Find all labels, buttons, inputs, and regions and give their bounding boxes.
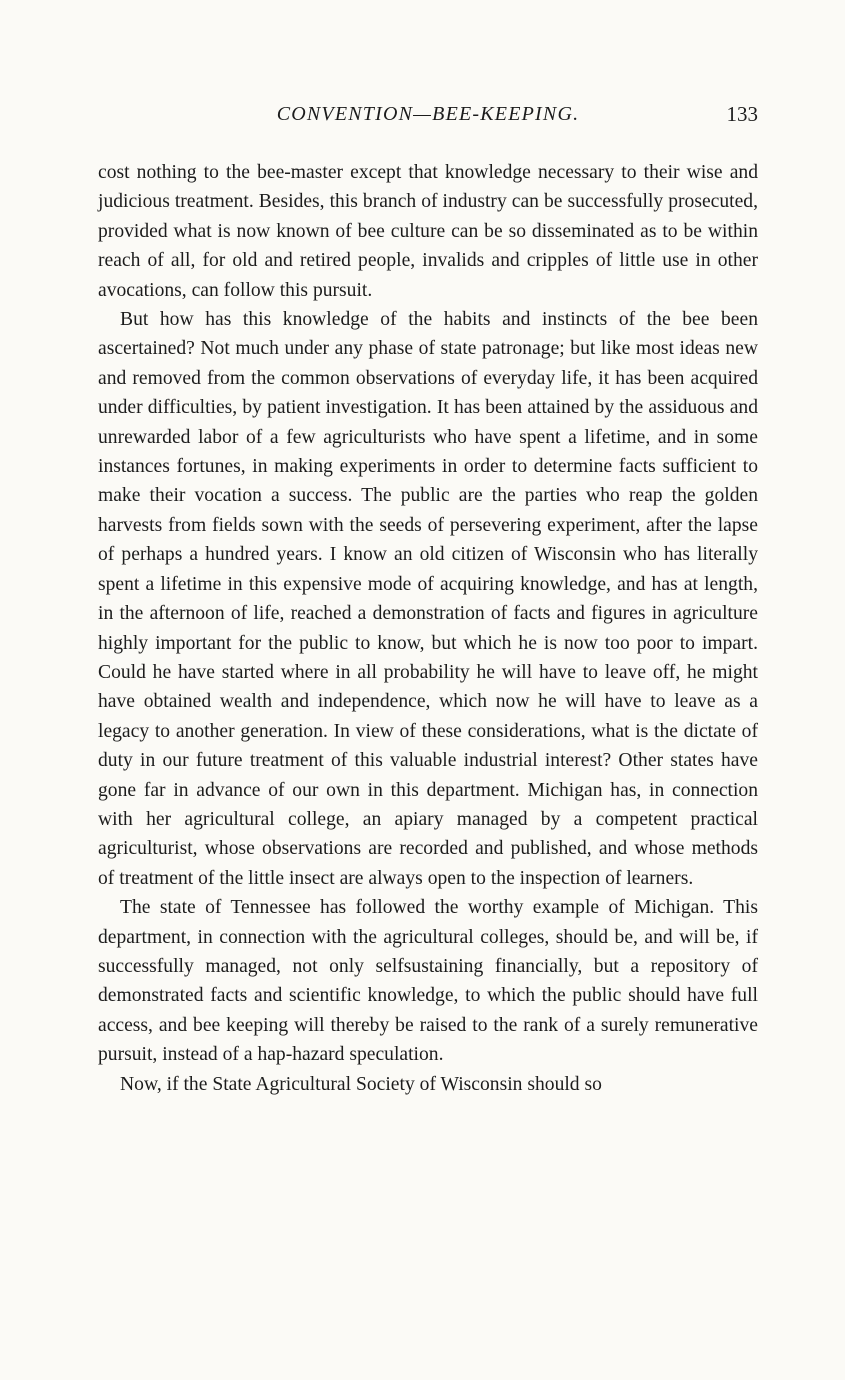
paragraph: But how has this knowledge of the habits and instincts of the bee been ascertained? Not much under any phase of state patronage; but like most ideas new and removed from the common observations of everyday life, it has been acquired under difficulties, by patient investigation. It has been attained by the assiduous and unrewarded labor of a few agriculturists who have spent a lifetime, and in some instances fortunes, in making experiments in order to determine facts sufficient to make their vocation a success. The public are the parties who reap the golden harvests from fields sown with the seeds of persevering experiment, after the lapse of perhaps a hundred years. I know an old citizen of Wisconsin who has literally spent a lifetime in this expensive mode of acquiring knowledge, and has at length, in the afternoon of life, reached a demonstration of facts and figures in agriculture highly important for the public to know, but which he is now too poor to impart. Could he have started where in all probability he will have to leave off, he might have obtained wealth and independence, which now he will have to leave as a legacy to another generation. In view of these considerations, what is the dictate of duty in our future treatment of this valuable industrial interest? Other states have gone far in advance of our own in this department. Michigan has, in connection with her agricultural college, an apiary managed by a competent practical agriculturist, whose observations are recorded and published, and whose methods of treatment of the little insect are always open to the inspection of learners.	[98, 309, 758, 889]
page-header	[98, 101, 758, 131]
paragraph-continued: cost nothing to the bee-master except that knowledge necessary to their wise and judicious treatment. Besides, this branch of industry can be successfully prosecuted, provided what is now known of bee culture can be so disseminated as to be within reach of all, for old and retired people, invalids and cripples of little use in other avocations, can follow this pursuit.	[98, 162, 758, 301]
paragraph: The state of Tennessee has followed the worthy example of Michigan. This department, in connection with the agricultural colleges, should be, and will be, if successfully managed, not only selfsustaining financially, but a repository of demonstrated facts and scientific knowledge, to which the public should have full access, and bee keeping will thereby be raised to the rank of a surely remunerative pursuit, instead of a hap-hazard speculation.	[98, 897, 758, 1066]
page-number: 133	[726, 102, 758, 126]
running-title: CONVENTION—BEE-KEEPING.	[276, 103, 580, 125]
paragraph: Now, if the State Agricultural Society of Wisconsin should so	[120, 1073, 602, 1095]
body-text	[98, 158, 758, 1099]
